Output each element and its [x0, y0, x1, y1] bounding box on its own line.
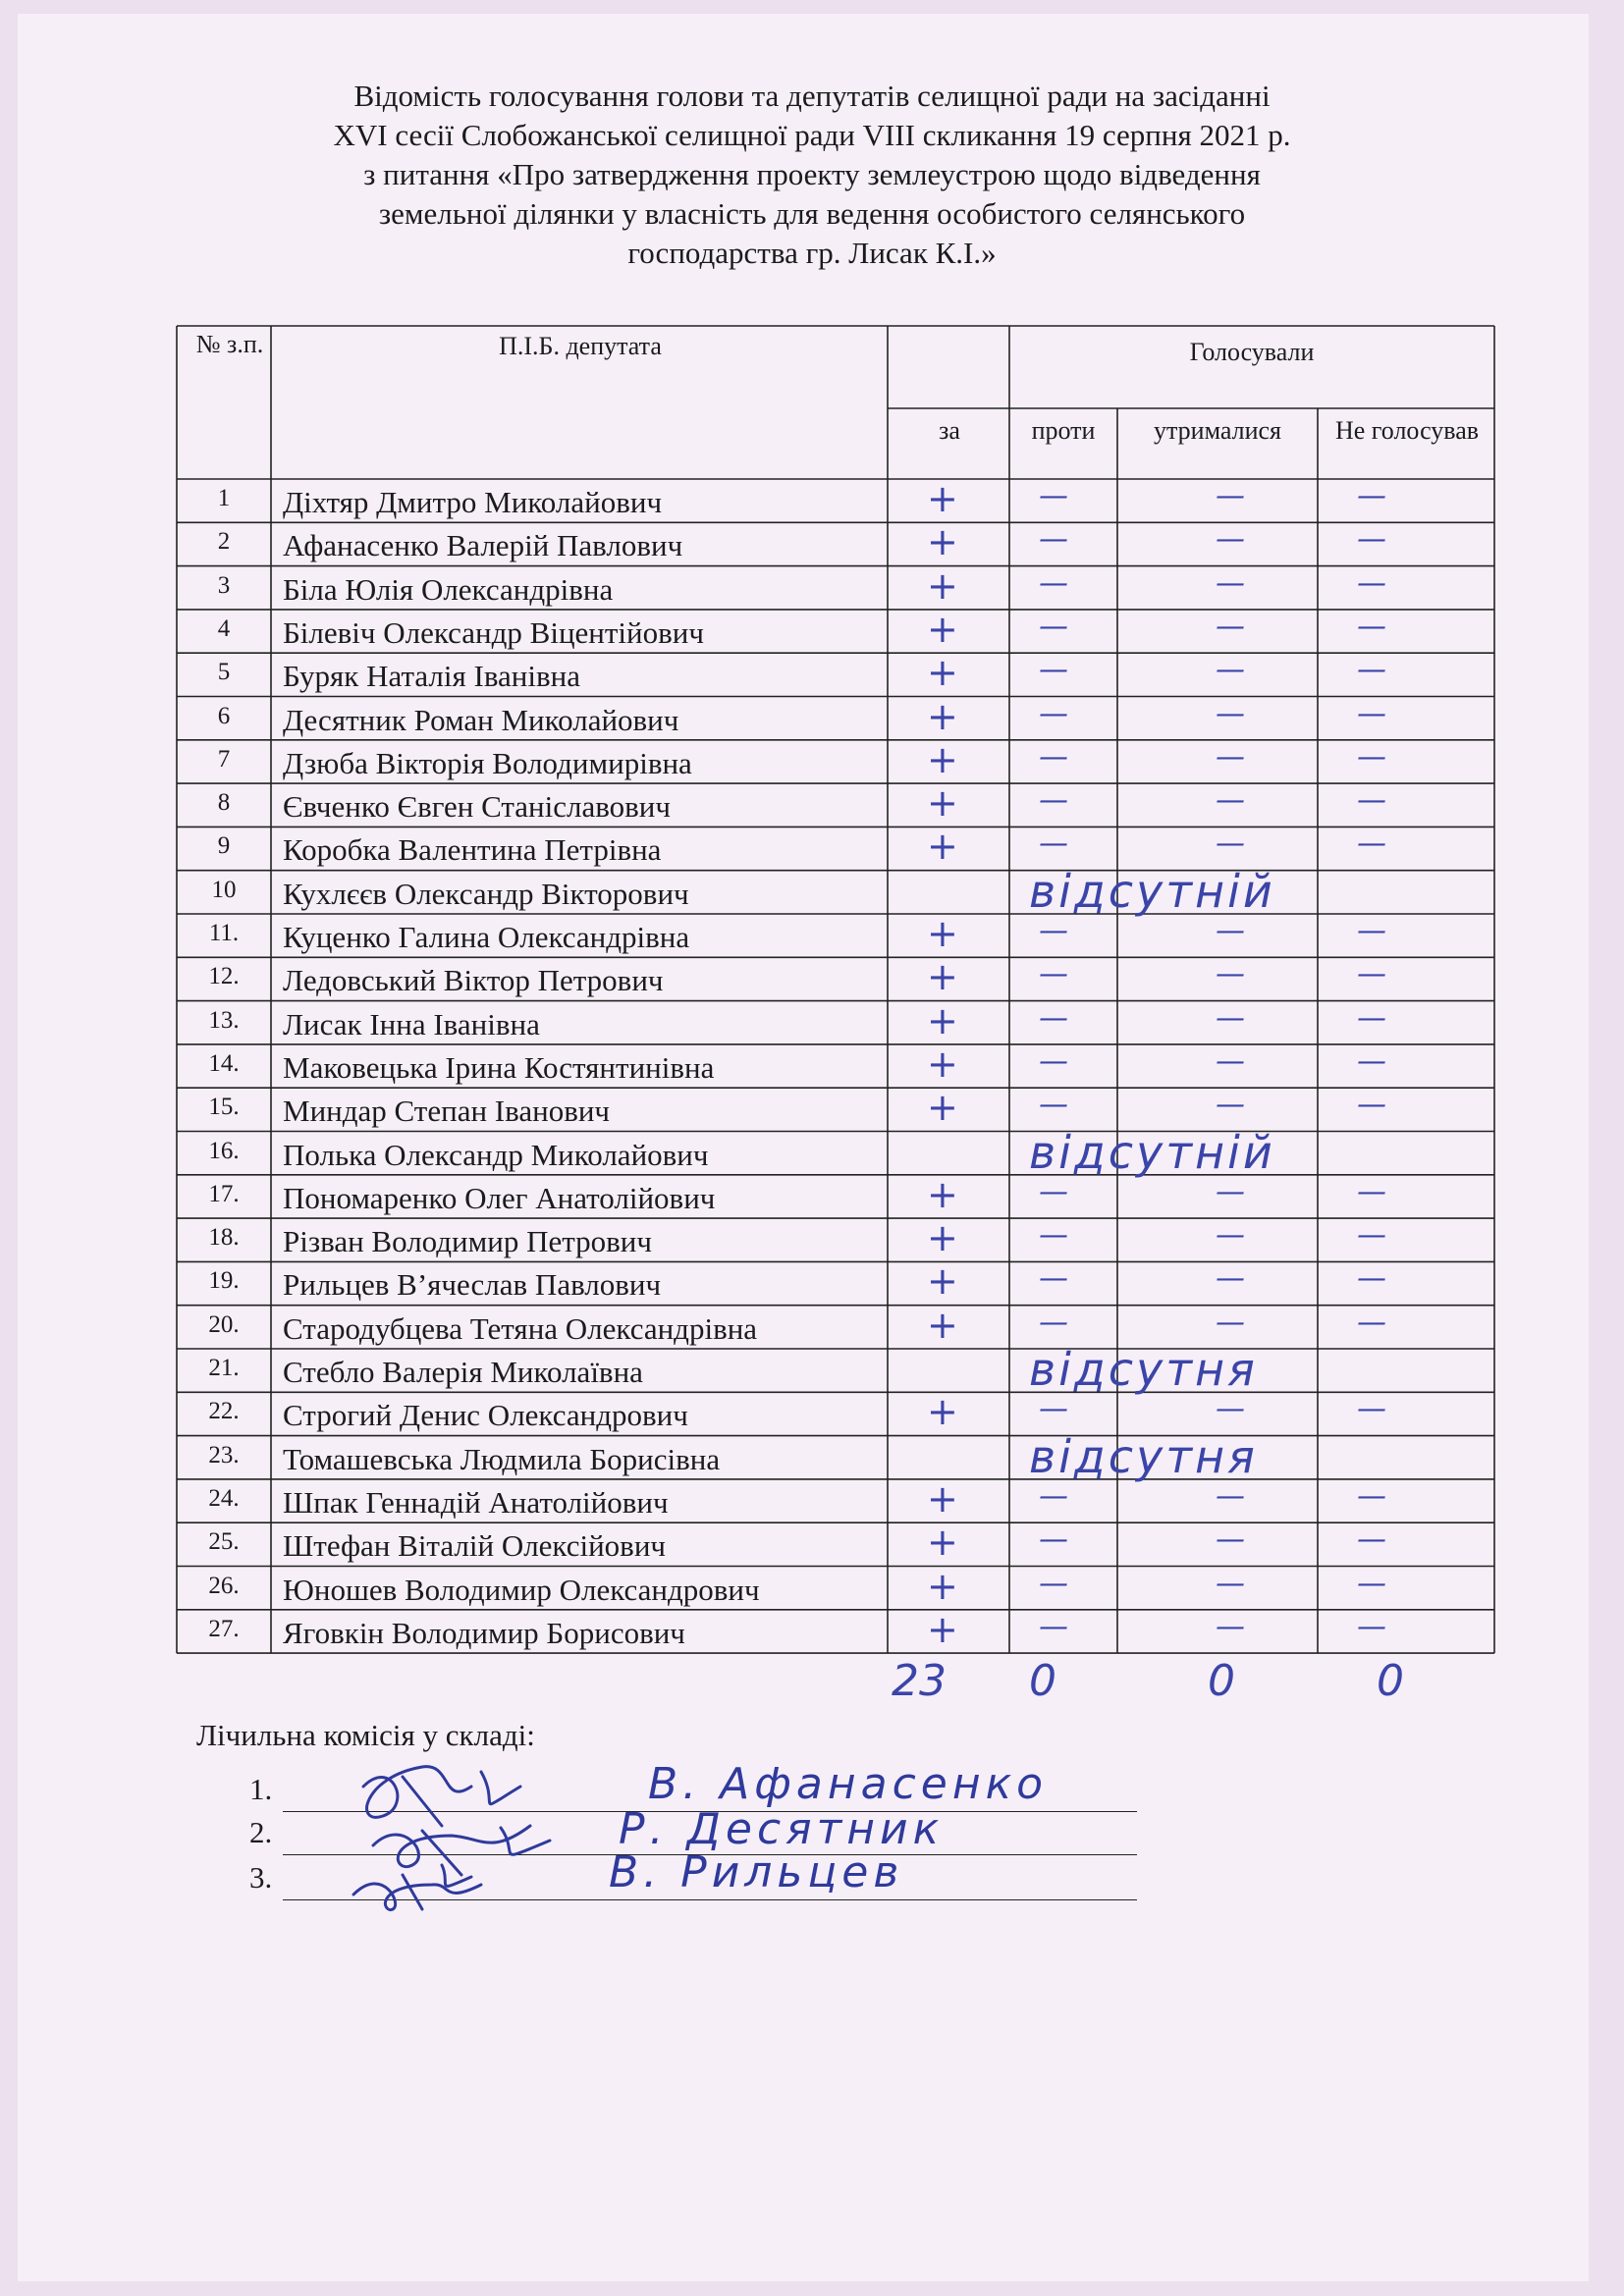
vote-for-mark: + — [927, 563, 958, 608]
header-abstained: утрималися — [1153, 416, 1282, 445]
header-name: П.І.Б. депутата — [499, 332, 662, 360]
vote-against-mark: — — [1039, 1522, 1068, 1558]
vote-against-mark: — — [1039, 565, 1068, 601]
vote-for-mark: + — [927, 781, 958, 826]
title-line-3: з питання «Про затвердження проекту землеустрою щодо відведення — [363, 157, 1261, 191]
vote-for-mark: + — [927, 912, 958, 955]
title-line-5: господарства гр. Лисак К.І.» — [627, 236, 997, 270]
vote-abstained-mark: — — [1216, 1088, 1245, 1123]
vote-not-voted-mark: — — [1357, 1261, 1386, 1297]
row-number: 25. — [208, 1528, 240, 1556]
vote-not-voted-mark: — — [1357, 1000, 1386, 1036]
row-number: 9 — [217, 832, 231, 860]
vote-for-mark: + — [927, 1564, 958, 1608]
vote-for-mark: + — [927, 1086, 958, 1130]
vote-not-voted-mark: — — [1357, 914, 1386, 948]
vote-not-voted-mark: — — [1357, 1174, 1386, 1209]
deputy-name: Томашевська Людмила Борисівна — [283, 1441, 721, 1476]
row-number: 14. — [208, 1049, 240, 1077]
total-against: 0 — [1029, 1656, 1056, 1706]
vote-abstained-mark: — — [1216, 1174, 1245, 1209]
row-number: 4 — [217, 614, 231, 642]
vote-abstained-mark: — — [1216, 1261, 1245, 1297]
deputy-name: Дзюба Вікторія Володимирівна — [283, 745, 692, 780]
absent-mark: відсутня — [1029, 1429, 1258, 1483]
vote-not-voted-mark: — — [1357, 1088, 1386, 1123]
deputy-name: Куценко Галина Олександрівна — [283, 920, 690, 954]
deputy-name: Юношев Володимир Олександрович — [283, 1572, 760, 1607]
row-number: 6 — [217, 702, 231, 729]
vote-against-mark: — — [1039, 1478, 1068, 1514]
deputy-name: Білевіч Олександр Віцентійович — [283, 614, 704, 650]
row-number: 15. — [208, 1094, 240, 1121]
total-abstained: 0 — [1208, 1656, 1235, 1706]
row-number: 22. — [208, 1398, 240, 1425]
vote-against-mark: — — [1039, 1043, 1068, 1079]
vote-against-mark: — — [1039, 957, 1068, 992]
vote-against-mark: — — [1039, 1174, 1068, 1209]
deputy-name: Діхтяр Дмитро Миколайович — [283, 485, 663, 519]
row-number: 23. — [208, 1441, 240, 1468]
vote-not-voted-mark: — — [1357, 1522, 1386, 1558]
vote-for-mark: + — [927, 694, 958, 738]
absent-mark: відсутній — [1029, 1125, 1275, 1179]
deputy-name: Стебло Валерія Миколаївна — [283, 1355, 643, 1389]
vote-abstained-mark: — — [1216, 1218, 1245, 1254]
row-number: 19. — [208, 1267, 240, 1295]
vote-against-mark: — — [1039, 479, 1068, 513]
vote-abstained-mark: — — [1216, 1566, 1245, 1601]
deputy-name: Біла Юлія Олександрівна — [283, 571, 614, 607]
vote-against-mark: — — [1039, 1392, 1068, 1427]
vote-against-mark: — — [1039, 914, 1068, 948]
row-number: 27. — [208, 1615, 240, 1642]
vote-not-voted-mark: — — [1357, 1566, 1386, 1601]
row-number: 26. — [208, 1572, 240, 1599]
vote-against-mark: — — [1039, 1088, 1068, 1123]
row-number: 12. — [208, 963, 240, 990]
vote-abstained-mark: — — [1216, 1043, 1245, 1079]
deputy-name: Ледовський Віктор Петрович — [283, 963, 664, 998]
vote-not-voted-mark: — — [1357, 696, 1386, 731]
vote-abstained-mark: — — [1216, 1478, 1245, 1514]
commission-member-3: В. Рильцев — [609, 1847, 904, 1897]
vote-for-mark: + — [927, 477, 958, 520]
vote-abstained-mark: — — [1216, 522, 1245, 558]
deputy-name: Різван Володимир Петрович — [283, 1224, 652, 1259]
vote-abstained-mark: — — [1216, 783, 1245, 819]
commission-number-3: 3. — [249, 1860, 273, 1895]
vote-for-mark: + — [927, 1390, 958, 1434]
total-for: 23 — [892, 1656, 947, 1706]
header-voted: Голосували — [1189, 338, 1315, 366]
vote-not-voted-mark: — — [1357, 1478, 1386, 1514]
deputy-name: Афанасенко Валерій Павлович — [283, 528, 683, 563]
commission-number-1: 1. — [249, 1772, 273, 1806]
vote-not-voted-mark: — — [1357, 827, 1386, 862]
absent-mark: відсутня — [1029, 1343, 1258, 1396]
vote-for-mark: + — [927, 1041, 958, 1086]
vote-for-mark: + — [927, 607, 958, 651]
row-number: 11. — [208, 920, 240, 946]
total-not-voted: 0 — [1377, 1656, 1404, 1706]
header-for: за — [939, 416, 960, 445]
deputy-name: Штефан Віталій Олексійович — [283, 1528, 666, 1564]
vote-abstained-mark: — — [1216, 1305, 1245, 1340]
vote-against-mark: — — [1039, 696, 1068, 731]
vote-not-voted-mark: — — [1357, 1609, 1386, 1644]
vote-for-mark: + — [927, 1259, 958, 1304]
row-number: 16. — [208, 1137, 240, 1164]
deputy-name: Рильцев В’ячеслав Павлович — [283, 1267, 662, 1303]
title-line-2: XVI сесії Слобожанської селищної ради VIII скликання 19 серпня 2021 р. — [333, 118, 1291, 152]
deputy-name: Яговкін Володимир Борисович — [283, 1615, 685, 1650]
deputy-name: Миндар Степан Іванович — [283, 1094, 611, 1129]
vote-abstained-mark: — — [1216, 827, 1245, 862]
header-number: № з.п. — [195, 330, 264, 358]
vote-against-mark: — — [1039, 827, 1068, 862]
row-number: 24. — [208, 1484, 240, 1512]
row-number: 17. — [208, 1180, 240, 1207]
vote-against-mark: — — [1039, 609, 1068, 644]
vote-not-voted-mark: — — [1357, 1218, 1386, 1254]
vote-not-voted-mark: — — [1357, 783, 1386, 819]
commission-number-2: 2. — [249, 1815, 273, 1849]
row-number: 18. — [208, 1224, 240, 1252]
row-number: 2 — [217, 528, 231, 556]
deputy-name: Стародубцева Тетяна Олександрівна — [283, 1310, 758, 1346]
deputy-name: Коробка Валентина Петрівна — [283, 832, 662, 868]
vote-for-mark: + — [927, 955, 958, 999]
deputy-name: Шпак Геннадій Анатолійович — [283, 1484, 669, 1520]
vote-not-voted-mark: — — [1357, 653, 1386, 688]
vote-for-mark: + — [927, 1476, 958, 1521]
vote-abstained-mark: — — [1216, 1522, 1245, 1558]
vote-against-mark: — — [1039, 1609, 1068, 1644]
title-line-1: Відомість голосування голови та депутатів селищної ради на засіданні — [353, 79, 1271, 113]
commission-member-1: В. Афанасенко — [648, 1759, 1049, 1809]
vote-abstained-mark: — — [1216, 957, 1245, 992]
vote-against-mark: — — [1039, 653, 1068, 688]
vote-abstained-mark: — — [1216, 1609, 1245, 1644]
deputy-name: Строгий Денис Олександрович — [283, 1398, 688, 1433]
vote-not-voted-mark: — — [1357, 565, 1386, 601]
vote-against-mark: — — [1039, 739, 1068, 774]
vote-against-mark: — — [1039, 1218, 1068, 1254]
vote-for-mark: + — [927, 737, 958, 781]
vote-not-voted-mark: — — [1357, 1392, 1386, 1427]
vote-not-voted-mark: — — [1357, 957, 1386, 992]
deputy-name: Полька Олександр Миколайович — [283, 1137, 709, 1172]
vote-abstained-mark: — — [1216, 914, 1245, 948]
vote-abstained-mark: — — [1216, 696, 1245, 731]
vote-for-mark: + — [927, 825, 958, 869]
deputy-name: Маковецька Ірина Костянтинівна — [283, 1049, 715, 1085]
vote-against-mark: — — [1039, 1305, 1068, 1340]
vote-not-voted-mark: — — [1357, 609, 1386, 644]
vote-not-voted-mark: — — [1357, 479, 1386, 513]
commission-member-2: Р. Десятник — [619, 1804, 945, 1854]
row-number: 10 — [211, 876, 237, 903]
row-number: 20. — [208, 1310, 240, 1338]
vote-abstained-mark: — — [1216, 479, 1245, 513]
row-number: 8 — [217, 789, 231, 817]
deputy-name: Десятник Роман Миколайович — [283, 702, 679, 737]
vote-against-mark: — — [1039, 1000, 1068, 1036]
vote-abstained-mark: — — [1216, 609, 1245, 644]
row-number: 1 — [217, 485, 231, 511]
vote-abstained-mark: — — [1216, 1000, 1245, 1036]
handwritten-signatures — [334, 1747, 628, 1914]
vote-for-mark: + — [927, 1607, 958, 1651]
vote-not-voted-mark: — — [1357, 739, 1386, 774]
deputy-name: Євченко Євген Станіславович — [283, 789, 671, 825]
row-number: 13. — [208, 1006, 240, 1034]
header-against: проти — [1031, 416, 1096, 445]
vote-abstained-mark: — — [1216, 565, 1245, 601]
title-line-4: земельної ділянки у власність для ведення особистого селянського — [378, 196, 1246, 231]
vote-not-voted-mark: — — [1357, 1043, 1386, 1079]
vote-against-mark: — — [1039, 783, 1068, 819]
deputy-name: Пономаренко Олег Анатолійович — [283, 1180, 716, 1215]
row-number: 7 — [217, 745, 231, 773]
deputy-name: Лисак Інна Іванівна — [283, 1006, 540, 1041]
vote-against-mark: — — [1039, 1566, 1068, 1601]
vote-not-voted-mark: — — [1357, 1305, 1386, 1340]
vote-abstained-mark: — — [1216, 1392, 1245, 1427]
vote-for-mark: + — [927, 1303, 958, 1347]
absent-mark: відсутній — [1029, 864, 1275, 918]
header-not-voted: Не голосував — [1334, 416, 1480, 445]
row-number: 3 — [217, 571, 231, 599]
row-number: 21. — [208, 1355, 240, 1381]
commission-label: Лічильна комісія у складі: — [196, 1718, 535, 1752]
vote-for-mark: + — [927, 520, 958, 564]
vote-not-voted-mark: — — [1357, 522, 1386, 558]
vote-abstained-mark: — — [1216, 653, 1245, 688]
deputy-name: Буряк Наталія Іванівна — [283, 659, 580, 694]
vote-abstained-mark: — — [1216, 739, 1245, 774]
vote-against-mark: — — [1039, 1261, 1068, 1297]
vote-for-mark: + — [927, 651, 958, 695]
vote-for-mark: + — [927, 1521, 958, 1565]
vote-for-mark: + — [927, 998, 958, 1042]
vote-for-mark: + — [927, 1172, 958, 1216]
row-number: 5 — [217, 659, 231, 686]
vote-for-mark: + — [927, 1216, 958, 1260]
deputy-name: Кухлєєв Олександр Вікторович — [283, 876, 689, 911]
vote-against-mark: — — [1039, 522, 1068, 558]
